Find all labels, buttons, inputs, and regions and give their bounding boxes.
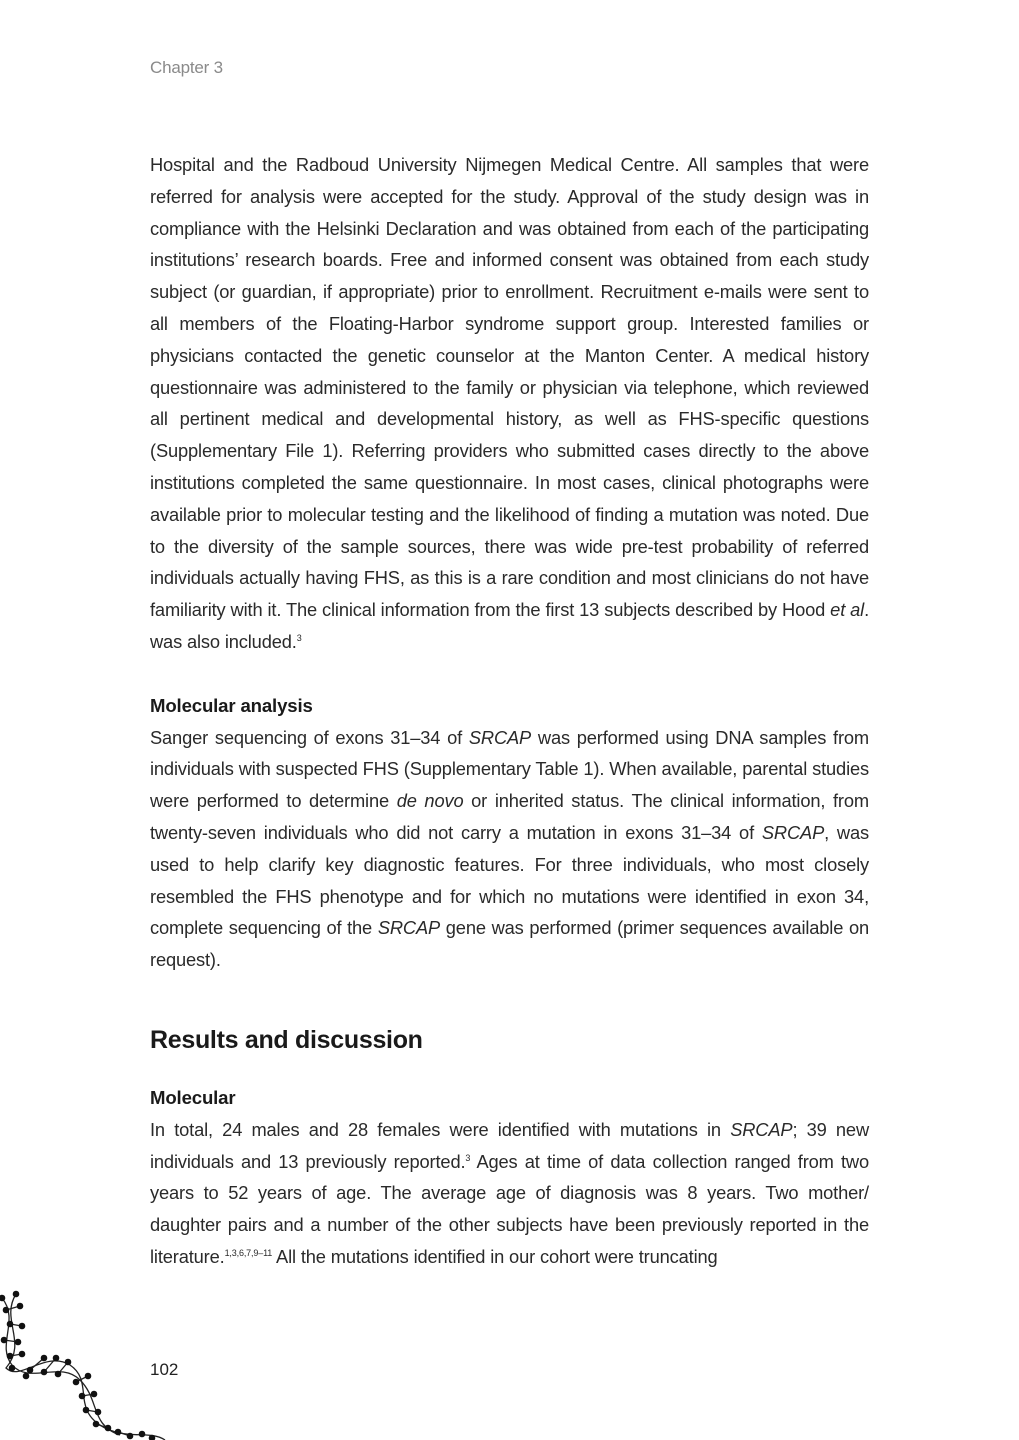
results-paragraph — [150, 1114, 869, 1273]
de-novo-term: de novo — [396, 790, 464, 812]
citation-ref: 1,3,6,7,9–11 — [224, 1247, 273, 1258]
molecular-analysis-paragraph — [150, 722, 869, 976]
intro-text-end: . was also included. — [150, 599, 869, 652]
text-run: was performed using DNA samples from individuals with suspected FHS (Supplementary Table 1). When available, parental studies were performed to determine — [150, 726, 869, 812]
molecular-analysis-heading: Molecular analysis — [150, 694, 313, 716]
text-run: Sanger sequencing of exons 31–34 of — [150, 726, 469, 748]
citation-ref: 3 — [296, 632, 302, 643]
et-al: et al — [830, 599, 865, 621]
text-run: , was used to help clarify key diagnostic features. For three individuals, who most closely resembled the FHS phenotype and for which no mutations were identified in exon 34, complete sequencing of the — [150, 821, 869, 939]
intro-paragraph — [150, 149, 869, 658]
text-run: All the mutations identified in our cohort were truncating — [272, 1245, 718, 1267]
molecular-heading: Molecular — [150, 1086, 236, 1108]
gene-name: SRCAP — [730, 1118, 793, 1140]
text-run: In total, 24 males and 28 females were identified with mutations in — [150, 1118, 731, 1140]
citation-ref: 3 — [465, 1152, 471, 1163]
text-run: Ages at time of data collection ranged from two years to 52 years of age. The average age of diagnosis was 8 years. Two mother/ daughter pairs and a number of the other subjects have been previously reported in the literature. — [150, 1150, 869, 1267]
text-run: ; 39 new individuals and 13 previously reported. — [150, 1118, 869, 1172]
gene-name: SRCAP — [468, 726, 532, 748]
gene-name: SRCAP — [761, 821, 825, 843]
intro-text: Hospital and the Radboud University Nijmegen Medical Centre. All samples that were referred for analysis were accepted for the study. Approval of the study design was in compliance with the Helsinki Declaration and was obtained from each of the participating institutions’ research boards. Free and informed consent was obtained from each study subject (or guardian, if appropriate) prior to enrollment. Recruitment e-mails were sent to all members of the Floating-Harbor syndrome support group. Interested families or physicians contacted the genetic counselor at the Manton Center. A medical history questionnaire was administered to the family or physician via telephone, which reviewed all pertinent medical and developmental history, as well as FHS-specific questions (Supplementary File 1). Referring providers who submitted cases directly to the above institutions completed the same questionnaire. In most cases, clinical photographs were available prior to molecular testing and the likelihood of finding a mutation was noted. Due to the diversity of the sample sources, there was wide pre-test probability of referred individuals actually having FHS, as this is a rare condition and most clinicians do not have familiarity with it. The clinical information from the first 13 subjects described by Hood — [150, 154, 869, 621]
chapter-header: Chapter 3 — [150, 58, 223, 77]
text-run: gene was performed (primer sequences available on request). — [150, 917, 869, 971]
section-title: Results and discussion — [150, 1025, 423, 1054]
page-content — [150, 149, 869, 1273]
page-number: 102 — [150, 1360, 179, 1379]
gene-name: SRCAP — [377, 917, 441, 939]
text-run: or inherited status. The clinical information, from twenty-seven individuals who did not carry a mutation in exons 31–34 of — [150, 790, 869, 843]
dna-helix-decoration — [0, 1290, 170, 1440]
